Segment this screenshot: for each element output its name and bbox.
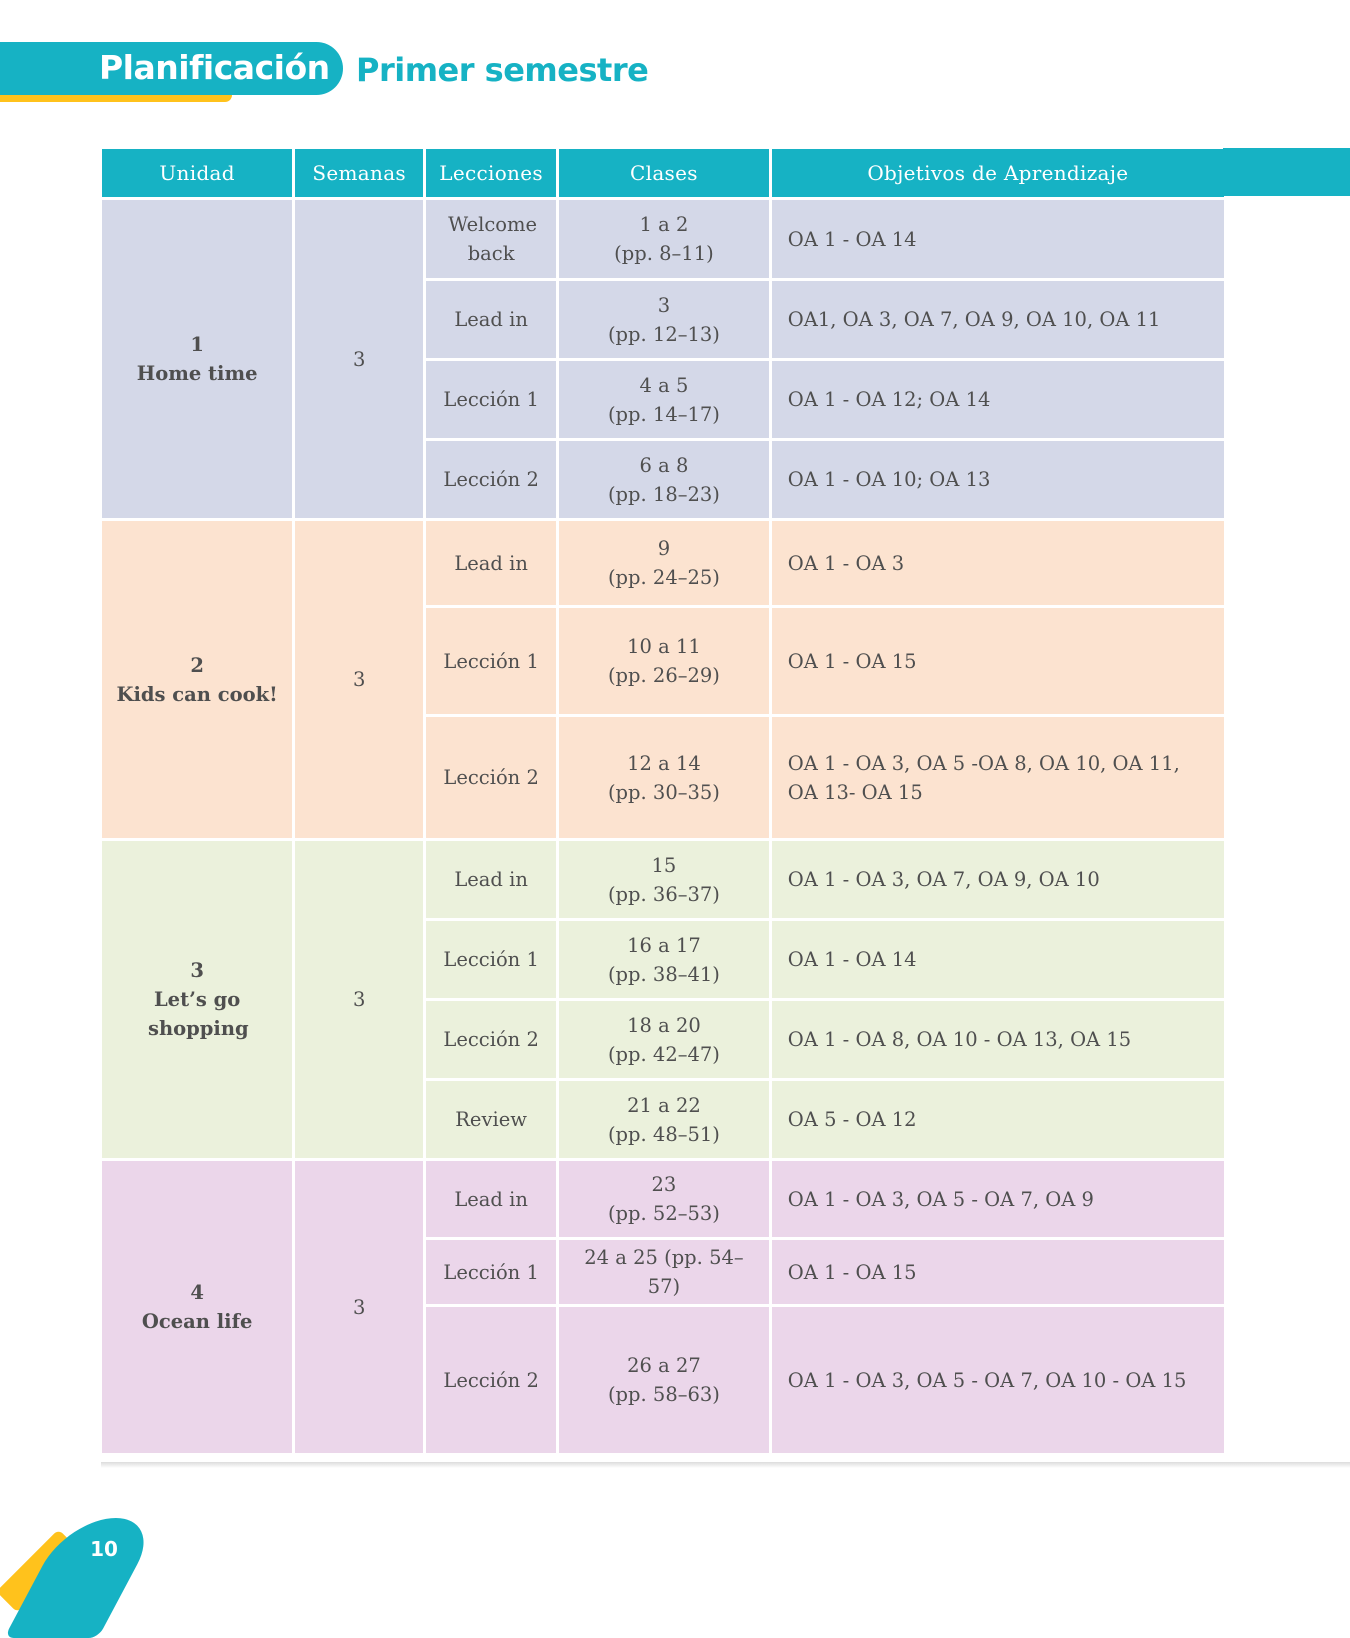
class-numbers: 4 a 5 [639, 373, 689, 397]
classes-cell [559, 608, 769, 714]
lesson-cell: Lead in [426, 521, 556, 605]
unit-name: Let’s go shopping [148, 988, 249, 1040]
class-pages: (pp. 52–53) [607, 1202, 720, 1225]
class-pages: (pp. 48–51) [607, 1122, 720, 1146]
lesson-cell: Lección 1 [426, 1240, 556, 1304]
column-header-clases: Clases [559, 149, 769, 197]
class-numbers: 3 [657, 293, 671, 317]
class-pages: (pp. 8–11) [614, 242, 714, 265]
unit-number: 3 [190, 959, 204, 982]
class-pages: (pp. 26–29) [607, 664, 720, 687]
lesson-cell: Lección 1 [426, 921, 556, 998]
objectives-cell: OA 1 - OA 15 [772, 1240, 1224, 1304]
class-pages: (pp. 12–13) [607, 322, 720, 346]
lesson-cell: Lección 1 [426, 361, 556, 438]
class-numbers: 12 a 14 [627, 751, 701, 775]
objectives-cell: OA1, OA 3, OA 7, OA 9, OA 10, OA 11 [772, 281, 1224, 358]
unit-number: 1 [190, 333, 204, 356]
class-pages: (pp. 36–37) [607, 882, 720, 906]
classes-cell [559, 1240, 769, 1304]
unit-number: 4 [190, 1281, 204, 1304]
table-row [102, 1161, 1224, 1237]
class-numbers: 24 a 25 [584, 1246, 658, 1269]
classes-cell [559, 1307, 769, 1453]
lesson-cell: Lección 2 [426, 1001, 556, 1078]
page-number: 10 [90, 1537, 118, 1561]
classes-cell [559, 1161, 769, 1237]
column-header-objetivos: Objetivos de Aprendizaje [772, 149, 1224, 197]
table-header-row [102, 149, 1224, 197]
table-row [102, 200, 1224, 278]
class-numbers: 26 a 27 [627, 1354, 701, 1377]
classes-cell [559, 1001, 769, 1078]
table-header-extension [1223, 148, 1350, 196]
lesson-cell: Lección 2 [426, 441, 556, 518]
page-title: Planificación [99, 48, 330, 87]
classes-cell [559, 1081, 769, 1158]
unit-name: Ocean life [141, 1310, 253, 1333]
classes-cell [559, 521, 769, 605]
objectives-cell: OA 1 - OA 12; OA 14 [772, 361, 1224, 438]
column-header-unidad: Unidad [102, 149, 292, 197]
class-numbers: 1 a 2 [639, 213, 689, 236]
class-numbers: 15 [651, 853, 677, 877]
class-pages: (pp. 30–35) [607, 780, 720, 804]
unit-cell [102, 1161, 292, 1453]
objectives-cell: OA 1 - OA 10; OA 13 [772, 441, 1224, 518]
class-numbers: 21 a 22 [627, 1093, 701, 1117]
class-numbers: 23 [651, 1173, 677, 1196]
lesson-cell: Lección 2 [426, 1307, 556, 1453]
classes-cell [559, 717, 769, 838]
objectives-cell: OA 1 - OA 15 [772, 608, 1224, 714]
objectives-cell: OA 1 - OA 3, OA 5 - OA 7, OA 9 [772, 1161, 1224, 1237]
unit-cell [102, 200, 292, 518]
unit-number: 2 [190, 653, 204, 677]
class-pages: (pp. 24–25) [607, 566, 720, 589]
classes-cell [559, 841, 769, 918]
class-numbers: 16 a 17 [627, 933, 701, 957]
objectives-cell: OA 1 - OA 3, OA 5 -OA 8, OA 10, OA 11, OA 13- OA 15 [772, 717, 1224, 838]
objectives-cell: OA 1 - OA 14 [772, 200, 1224, 278]
weeks-cell: 3 [295, 200, 423, 518]
class-numbers: 18 a 20 [627, 1013, 701, 1037]
lesson-cell: Lead in [426, 281, 556, 358]
classes-cell [559, 281, 769, 358]
class-pages: (pp. 42–47) [607, 1042, 720, 1066]
lesson-cell: Lead in [426, 1161, 556, 1237]
lesson-cell: Review [426, 1081, 556, 1158]
unit-name: Home time [136, 362, 258, 385]
class-numbers: 9 [657, 537, 671, 560]
classes-cell [559, 361, 769, 438]
weeks-cell: 3 [295, 521, 423, 838]
lesson-cell: Welcome back [426, 200, 556, 278]
lesson-cell: Lead in [426, 841, 556, 918]
classes-cell [559, 921, 769, 998]
class-pages: (pp. 58–63) [607, 1383, 720, 1406]
table-body [102, 200, 1224, 1453]
class-numbers: 10 a 11 [627, 635, 701, 658]
unit-cell [102, 841, 292, 1158]
unit-name: Kids can cook! [116, 682, 278, 706]
unit-cell [102, 521, 292, 838]
column-header-lecciones: Lecciones [426, 149, 556, 197]
weeks-cell: 3 [295, 841, 423, 1158]
objectives-cell: OA 1 - OA 3, OA 5 - OA 7, OA 10 - OA 15 [772, 1307, 1224, 1453]
lesson-cell: Lección 1 [426, 608, 556, 714]
class-pages: (pp. 38–41) [607, 962, 720, 986]
table-row [102, 521, 1224, 605]
class-numbers: 6 a 8 [639, 453, 689, 477]
column-header-semanas: Semanas [295, 149, 423, 197]
weeks-cell: 3 [295, 1161, 423, 1453]
classes-cell [559, 200, 769, 278]
table-row [102, 841, 1224, 918]
lesson-cell: Lección 2 [426, 717, 556, 838]
objectives-cell: OA 1 - OA 8, OA 10 - OA 13, OA 15 [772, 1001, 1224, 1078]
objectives-cell: OA 1 - OA 3, OA 7, OA 9, OA 10 [772, 841, 1224, 918]
page-subtitle: Primer semestre [356, 51, 649, 89]
objectives-cell: OA 1 - OA 3 [772, 521, 1224, 605]
class-pages: (pp. 18–23) [607, 482, 720, 506]
table-shadow [101, 1462, 1350, 1468]
objectives-cell: OA 5 - OA 12 [772, 1081, 1224, 1158]
class-pages: (pp. 54–57) [647, 1246, 744, 1298]
class-pages: (pp. 14–17) [607, 402, 720, 426]
objectives-cell: OA 1 - OA 14 [772, 921, 1224, 998]
classes-cell [559, 441, 769, 518]
planning-table [99, 146, 1227, 1456]
